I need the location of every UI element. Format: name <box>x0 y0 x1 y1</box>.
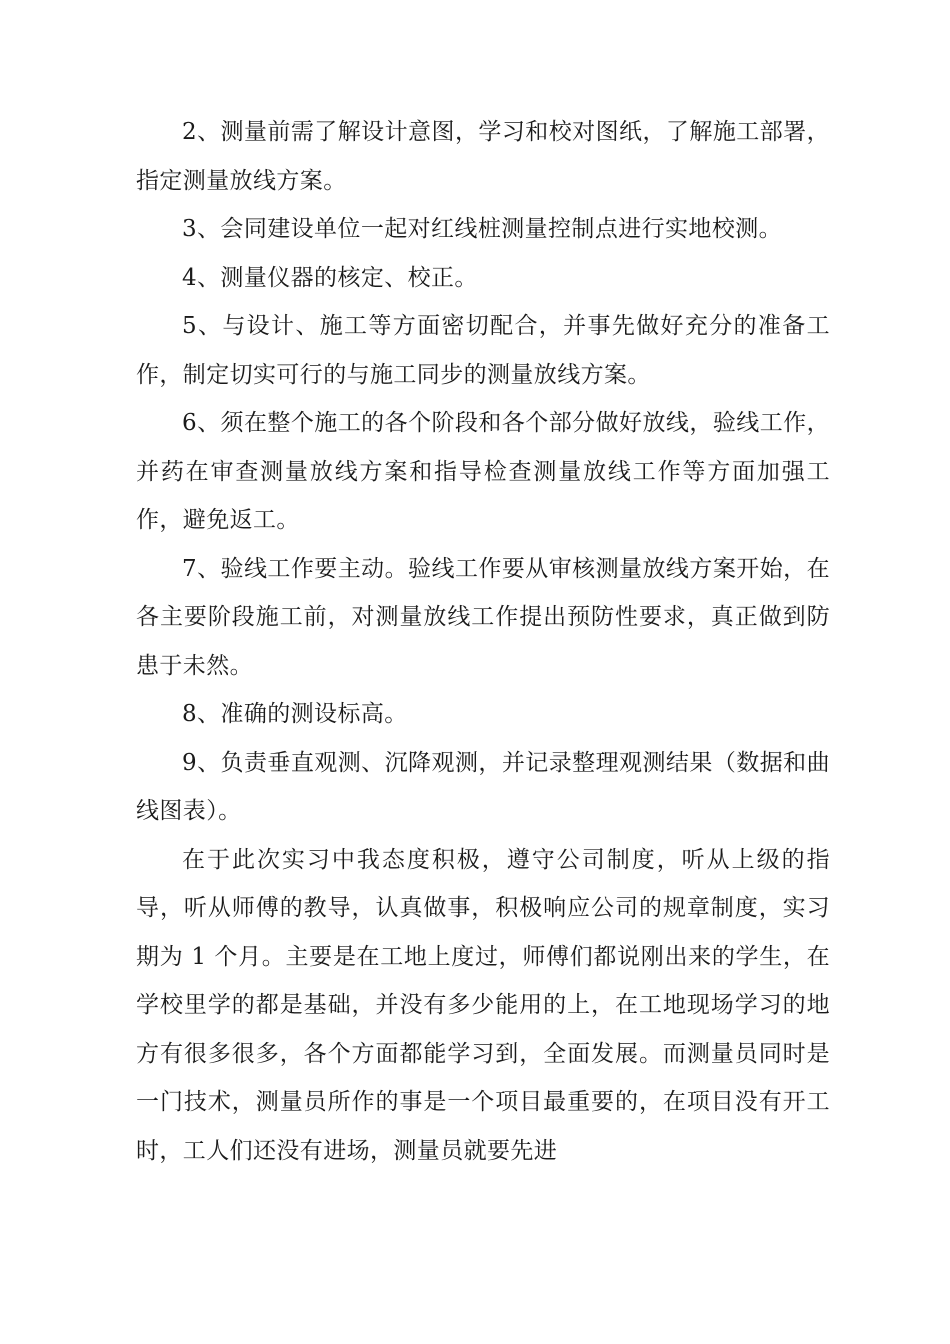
paragraph-item-6: 6、须在整个施工的各个阶段和各个部分做好放线，验线工作，并药在审查测量放线方案和指导检查测量放线工作等方面加强工作，避免返工。 <box>136 410 830 533</box>
document-body <box>136 108 830 1175</box>
paragraph-item-9: 9、负责垂直观测、沉降观测，并记录整理观测结果（数据和曲线图表）。 <box>136 749 830 824</box>
paragraph-item-8: 8、准确的测设标高。 <box>182 701 408 727</box>
paragraph-item-4: 4、测量仪器的核定、校正。 <box>182 264 478 291</box>
paragraph-item-2: 2、测量前需了解设计意图，学习和校对图纸，了解施工部署，指定测量放线方案。 <box>136 119 830 194</box>
paragraph-item-7: 7、验线工作要主动。验线工作要从审核测量放线方案开始，在各主要阶段施工前，对测量放线工作提出预防性要求，真正做到防患于未然。 <box>136 555 830 679</box>
paragraph-item-3: 3、会同建设单位一起对红线桩测量控制点进行实地校测。 <box>182 216 783 242</box>
paragraph-item-5: 5、与设计、施工等方面密切配合，并事先做好充分的准备工作，制定切实可行的与施工同步的测量放线方案。 <box>136 313 830 388</box>
paragraph-internship-summary: 在于此次实习中我态度积极，遵守公司制度，听从上级的指导，听从师傅的教导，认真做事，积极响应公司的规章制度，实习期为 1 个月。主要是在工地上度过，师傅们都说刚出来的学生，在学校里学的都是基础，并没有多少能用的上，在工地现场学习的地方有很多很多，各个方面都能学习到，全面发展。而测量员同时是一门技术，测量员所作的事是一个项目最重要的，在项目没有开工时，工人们还没有进场，测量员就要先进 <box>136 846 830 1164</box>
